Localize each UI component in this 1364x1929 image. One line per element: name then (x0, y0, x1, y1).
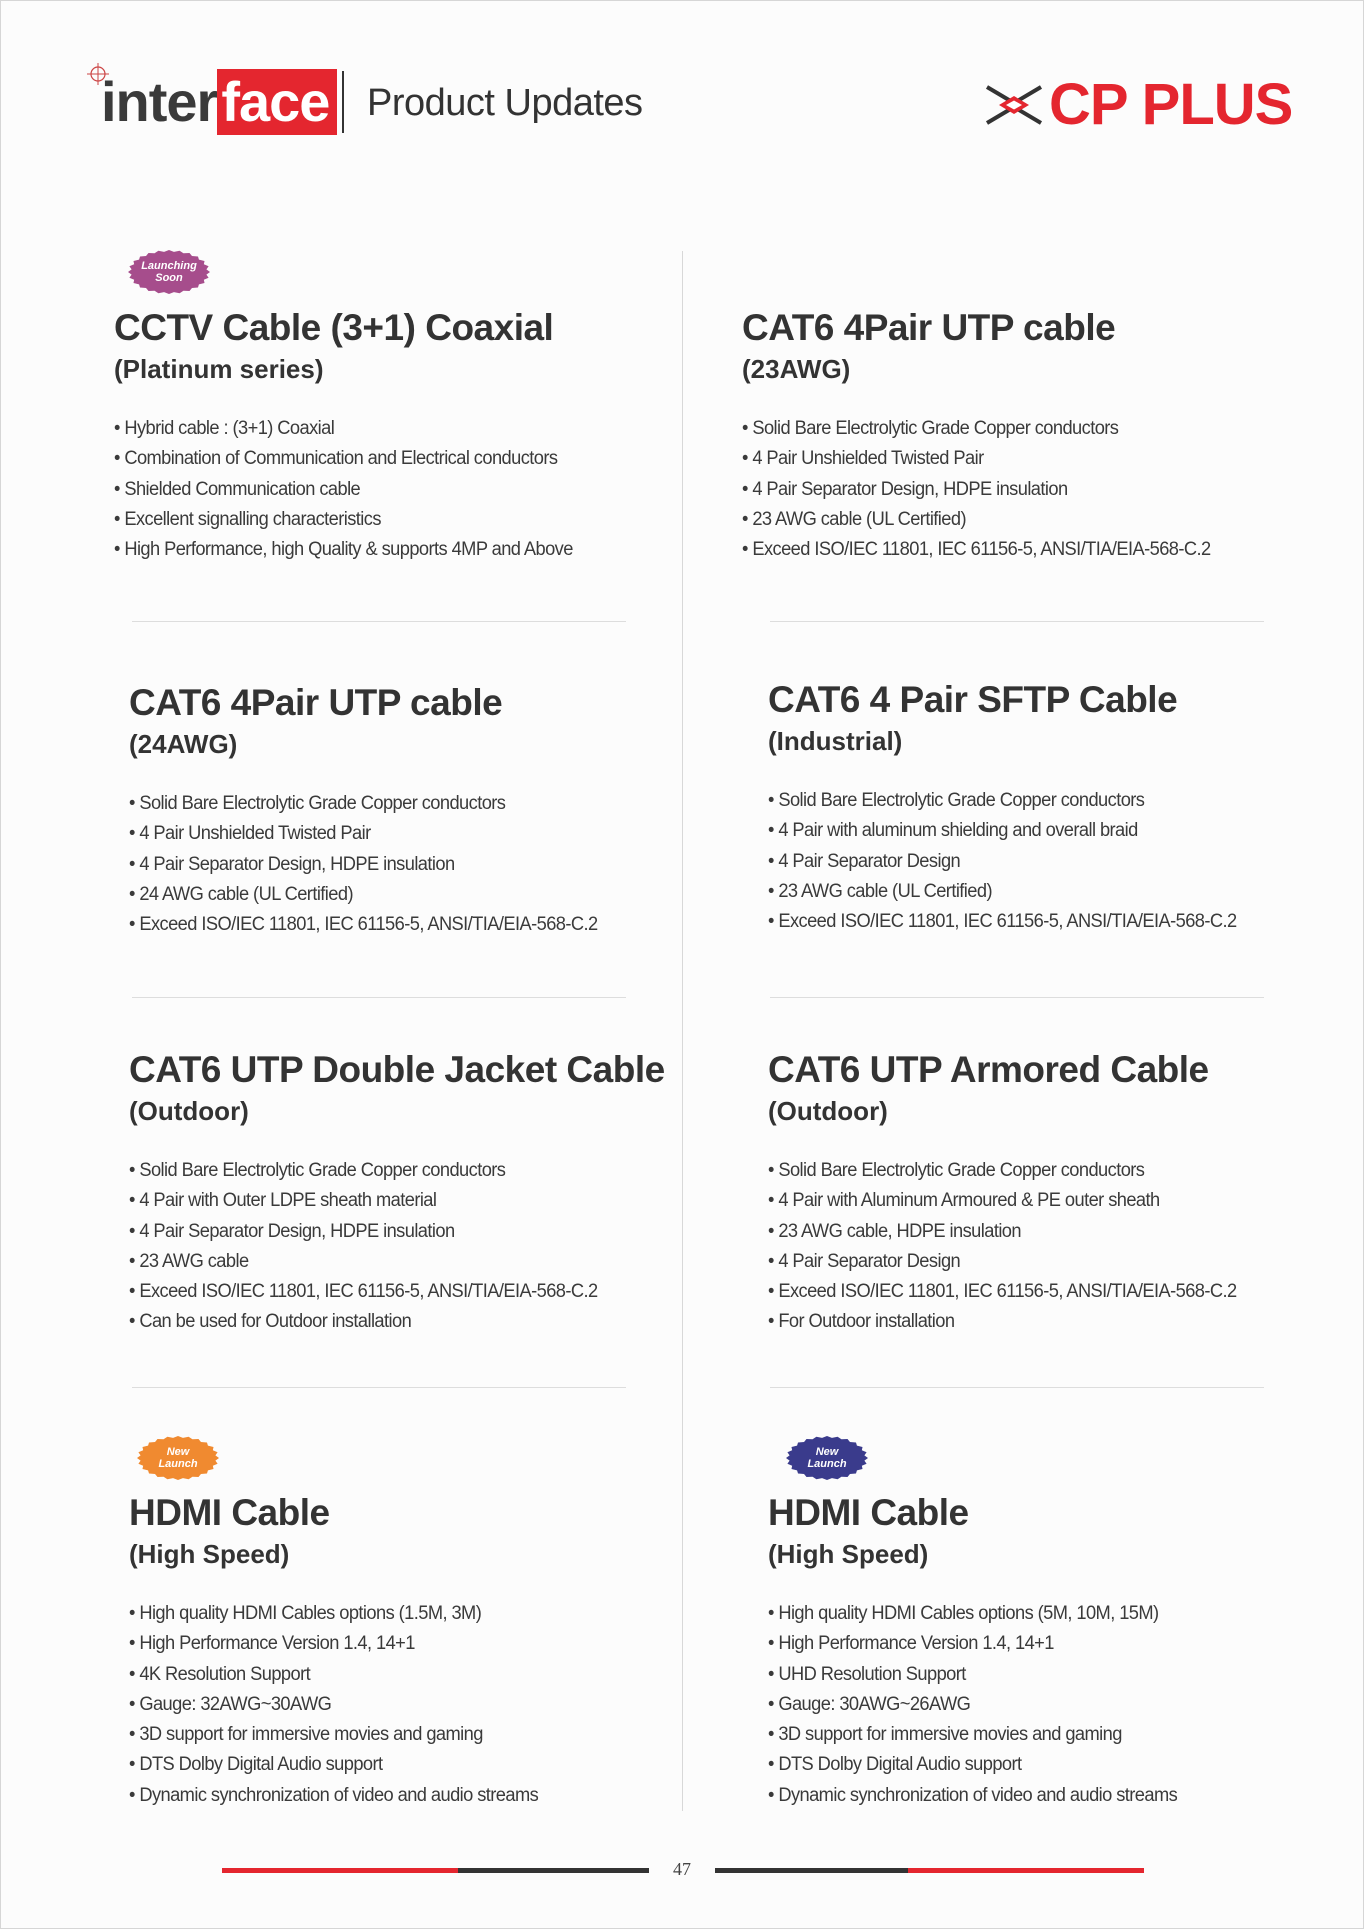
page-title: Product Updates (367, 82, 643, 124)
feature-list (768, 1156, 1288, 1338)
feature-item: • Combination of Communication and Electrical conductors (114, 444, 614, 474)
product-subtitle: (High Speed) (129, 1539, 290, 1569)
footer-line-dark-left (458, 1868, 649, 1873)
product-subtitle: (24AWG) (129, 729, 238, 759)
product-subtitle: (High Speed) (768, 1539, 929, 1569)
feature-item: • For Outdoor installation (768, 1307, 1268, 1337)
feature-item: • Excellent signalling characteristics (114, 505, 614, 535)
feature-item: • 3D support for immersive movies and gaming (768, 1720, 1268, 1750)
feature-item: • 4 Pair with Outer LDPE sheath material (129, 1186, 629, 1216)
product-subtitle: (23AWG) (742, 354, 851, 384)
feature-item: • 4 Pair Separator Design (768, 847, 1268, 877)
page-number: 47 (673, 1859, 691, 1879)
product-title: CAT6 4Pair UTP cable (129, 682, 503, 723)
feature-item: • 4 Pair Separator Design, HDPE insulation (742, 475, 1242, 505)
feature-item: • Dynamic synchronization of video and audio streams (768, 1781, 1268, 1811)
badge-label: New Launch (807, 1446, 847, 1470)
feature-item: • Shielded Communication cable (114, 475, 614, 505)
interface-logo (101, 69, 337, 135)
feature-list (114, 414, 634, 565)
feature-item: • High Performance, high Quality & supports 4MP and Above (114, 535, 614, 565)
product-subtitle: (Outdoor) (129, 1096, 249, 1126)
feature-item: • Exceed ISO/IEC 11801, IEC 61156-5, ANSI/TIA/EIA-568-C.2 (768, 1277, 1268, 1307)
product-title: CAT6 4Pair UTP cable (742, 307, 1116, 348)
feature-item: • 4 Pair Separator Design (768, 1247, 1268, 1277)
feature-list (129, 1599, 649, 1811)
product-cat6-utp-24awg (129, 681, 649, 940)
product-cat6-sftp-industrial (768, 678, 1288, 937)
badge-label: New Launch (158, 1446, 198, 1470)
feature-item: • Exceed ISO/IEC 11801, IEC 61156-5, ANSI/TIA/EIA-568-C.2 (129, 1277, 629, 1307)
footer-line-dark-right (715, 1868, 908, 1873)
section-divider (132, 997, 626, 998)
feature-item: • UHD Resolution Support (768, 1660, 1268, 1690)
feature-item: • 23 AWG cable (UL Certified) (768, 877, 1268, 907)
feature-item: • DTS Dolby Digital Audio support (129, 1750, 629, 1780)
feature-item: • 4K Resolution Support (129, 1660, 629, 1690)
header-divider (342, 71, 344, 133)
product-cat6-double-jacket (129, 1048, 665, 1338)
section-divider (770, 997, 1264, 998)
feature-item: • Dynamic synchronization of video and audio streams (129, 1781, 629, 1811)
product-cctv-coaxial (114, 306, 634, 565)
footer-line-red-right (908, 1868, 1144, 1873)
feature-item: • 4 Pair with Aluminum Armoured & PE outer sheath (768, 1186, 1268, 1216)
feature-item: • Solid Bare Electrolytic Grade Copper conductors (742, 414, 1242, 444)
feature-item: • Solid Bare Electrolytic Grade Copper conductors (129, 789, 629, 819)
section-divider (132, 621, 626, 622)
feature-item: • Gauge: 30AWG~26AWG (768, 1690, 1268, 1720)
feature-item: • High quality HDMI Cables options (5M, 10M, 15M) (768, 1599, 1268, 1629)
new-launch-badge-blue (785, 1435, 869, 1481)
crosshair-icon (87, 63, 109, 85)
feature-item: • 24 AWG cable (UL Certified) (129, 880, 629, 910)
feature-item: • Solid Bare Electrolytic Grade Copper conductors (129, 1156, 629, 1186)
product-title: CAT6 UTP Double Jacket Cable (129, 1049, 665, 1090)
cpplus-logo (985, 72, 1293, 137)
logo-text-inter: inter (101, 70, 218, 133)
feature-item: • Exceed ISO/IEC 11801, IEC 61156-5, ANSI/TIA/EIA-568-C.2 (129, 910, 629, 940)
product-title: CCTV Cable (3+1) Coaxial (114, 307, 554, 348)
feature-list (129, 1156, 649, 1338)
feature-item: • 23 AWG cable (UL Certified) (742, 505, 1242, 535)
feature-item: • DTS Dolby Digital Audio support (768, 1750, 1268, 1780)
product-subtitle: (Platinum series) (114, 354, 324, 384)
feature-item: • 4 Pair Unshielded Twisted Pair (129, 819, 629, 849)
feature-item: • Gauge: 32AWG~30AWG (129, 1690, 629, 1720)
product-title: HDMI Cable (129, 1492, 330, 1533)
product-hdmi-long (768, 1491, 1288, 1811)
feature-item: • Solid Bare Electrolytic Grade Copper conductors (768, 786, 1268, 816)
new-launch-badge-orange (136, 1435, 220, 1481)
feature-item: • High quality HDMI Cables options (1.5M, 3M) (129, 1599, 629, 1629)
feature-item: • 3D support for immersive movies and gaming (129, 1720, 629, 1750)
column-divider (682, 251, 683, 1811)
feature-list (768, 1599, 1288, 1811)
product-subtitle: (Industrial) (768, 726, 903, 756)
product-subtitle: (Outdoor) (768, 1096, 888, 1126)
section-divider (770, 621, 1264, 622)
feature-list (768, 786, 1288, 937)
feature-item: • Can be used for Outdoor installation (129, 1307, 629, 1337)
feature-item: • 23 AWG cable (129, 1247, 629, 1277)
section-divider (132, 1387, 626, 1388)
feature-item: • Exceed ISO/IEC 11801, IEC 61156-5, ANSI/TIA/EIA-568-C.2 (768, 907, 1268, 937)
feature-list (129, 789, 649, 940)
feature-item: • Solid Bare Electrolytic Grade Copper conductors (768, 1156, 1268, 1186)
product-title: HDMI Cable (768, 1492, 969, 1533)
launching-soon-badge (127, 249, 211, 295)
product-cat6-utp-23awg (742, 306, 1262, 565)
section-divider (770, 1387, 1264, 1388)
feature-list (742, 414, 1262, 565)
cpplus-logo-text: CP PLUS (1049, 72, 1293, 137)
feature-item: • 4 Pair with aluminum shielding and overall braid (768, 816, 1268, 846)
footer-line-red-left (222, 1868, 458, 1873)
feature-item: • High Performance Version 1.4, 14+1 (768, 1629, 1268, 1659)
product-cat6-armored (768, 1048, 1288, 1338)
logo-text-face: face (217, 69, 337, 135)
product-title: CAT6 4 Pair SFTP Cable (768, 679, 1178, 720)
feature-item: • High Performance Version 1.4, 14+1 (129, 1629, 629, 1659)
feature-item: • Exceed ISO/IEC 11801, IEC 61156-5, ANSI/TIA/EIA-568-C.2 (742, 535, 1242, 565)
cpplus-emblem-icon (985, 81, 1043, 129)
badge-label: Launching Soon (141, 260, 197, 284)
feature-item: • Hybrid cable : (3+1) Coaxial (114, 414, 614, 444)
feature-item: • 4 Pair Unshielded Twisted Pair (742, 444, 1242, 474)
product-hdmi-short (129, 1491, 649, 1811)
feature-item: • 23 AWG cable, HDPE insulation (768, 1217, 1268, 1247)
feature-item: • 4 Pair Separator Design, HDPE insulation (129, 1217, 629, 1247)
feature-item: • 4 Pair Separator Design, HDPE insulation (129, 850, 629, 880)
product-title: CAT6 UTP Armored Cable (768, 1049, 1209, 1090)
